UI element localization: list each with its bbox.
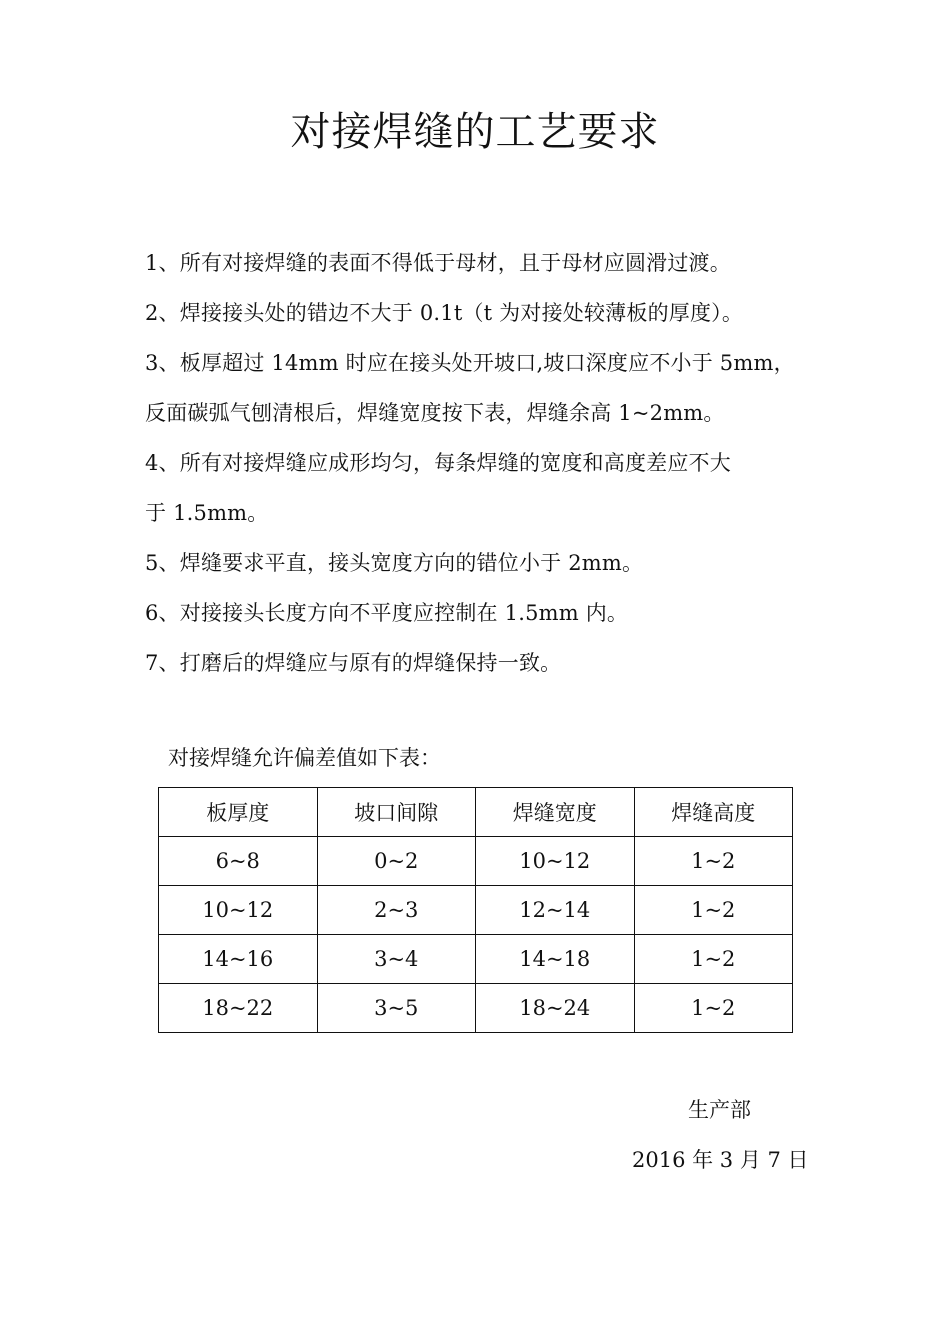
table-cell: 1~2 (634, 984, 793, 1033)
header-weld-width: 焊缝宽度 (476, 788, 635, 837)
table-row (159, 886, 793, 935)
table-cell: 14~18 (476, 935, 635, 984)
table-cell: 1~2 (634, 837, 793, 886)
table-cell: 3~5 (317, 984, 476, 1033)
requirement-7: 7、打磨后的焊缝应与原有的焊缝保持一致。 (145, 651, 562, 675)
table-row (159, 935, 793, 984)
table-cell: 0~2 (317, 837, 476, 886)
page-title: 对接焊缝的工艺要求 (290, 109, 660, 155)
table-cell: 18~24 (476, 984, 635, 1033)
deviation-table (158, 787, 793, 1033)
table-cell: 18~22 (159, 984, 318, 1033)
requirement-3: 3、板厚超过 14mm 时应在接头处开坡口,坡口深度应不小于 5mm， (145, 351, 795, 375)
table-header-row (159, 788, 793, 837)
table-row (159, 984, 793, 1033)
requirement-5: 5、焊缝要求平直，接头宽度方向的错位小于 2mm。 (145, 551, 644, 575)
table-cell: 2~3 (317, 886, 476, 935)
table-cell: 10~12 (159, 886, 318, 935)
table-cell: 6~8 (159, 837, 318, 886)
header-groove-gap: 坡口间隙 (317, 788, 476, 837)
table-caption: 对接焊缝允许偏差值如下表： (168, 746, 441, 770)
requirement-3-continued: 反面碳弧气刨清根后，焊缝宽度按下表，焊缝余高 1~2mm。 (145, 401, 725, 425)
requirement-4: 4、所有对接焊缝应成形均匀，每条焊缝的宽度和高度差应不大 (145, 451, 731, 475)
requirement-4-continued: 于 1.5mm。 (145, 501, 269, 525)
table-cell: 1~2 (634, 935, 793, 984)
table-cell: 3~4 (317, 935, 476, 984)
signoff-date: 2016 年 3 月 7 日 (632, 1148, 809, 1172)
table-row (159, 837, 793, 886)
requirement-2: 2、焊接接头处的错边不大于 0.1t（t 为对接处较薄板的厚度）。 (145, 301, 744, 325)
header-plate-thickness: 板厚度 (159, 788, 318, 837)
header-weld-height: 焊缝高度 (634, 788, 793, 837)
table-cell: 1~2 (634, 886, 793, 935)
table-cell: 14~16 (159, 935, 318, 984)
table-cell: 12~14 (476, 886, 635, 935)
table-cell: 10~12 (476, 837, 635, 886)
department-signoff: 生产部 (688, 1098, 751, 1122)
requirement-1: 1、所有对接焊缝的表面不得低于母材，且于母材应圆滑过渡。 (145, 251, 731, 275)
requirement-6: 6、对接接头长度方向不平度应控制在 1.5mm 内。 (145, 601, 629, 625)
requirements-list (145, 238, 815, 688)
